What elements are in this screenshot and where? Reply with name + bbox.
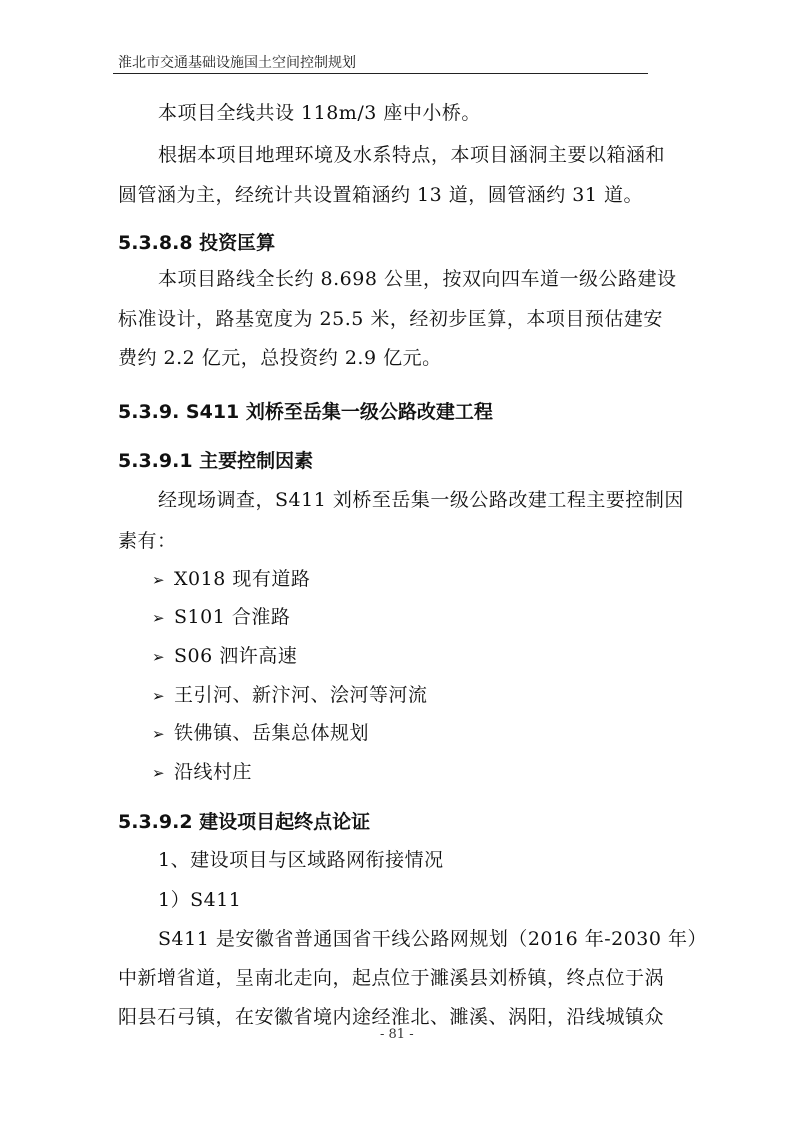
paragraph-investment-line1: 本项目路线全长约 8.698 公里，按双向四车道一级公路建设: [158, 268, 677, 290]
bullet-arrow-icon: ➢: [152, 725, 166, 743]
paragraph-s411-line1: S411 是安徽省普通国省干线公路网规划（2016 年-2030 年）: [158, 928, 708, 950]
bullet-arrow-icon: ➢: [152, 687, 166, 705]
list-item-text: S06 泗许高速: [174, 645, 298, 667]
list-item-text: S101 合淮路: [174, 606, 291, 628]
paragraph-s411-line3: 阳县石弓镇，在安徽省境内途经淮北、濉溪、涡阳，沿线城镇众: [118, 1006, 665, 1028]
list-item: [152, 680, 428, 707]
section-heading-control-factors: 5.3.9.1 主要控制因素: [118, 450, 314, 472]
paragraph-survey-line2: 素有：: [118, 530, 177, 552]
section-heading-investment: 5.3.8.8 投资匡算: [118, 232, 276, 254]
list-item: [152, 602, 290, 629]
list-item: [152, 564, 310, 591]
paragraph-culverts-line1: 根据本项目地理环境及水系特点，本项目涵洞主要以箱涵和: [158, 144, 666, 166]
paragraph-survey-line1: 经现场调查，S411 刘桥至岳集一级公路改建工程主要控制因: [158, 489, 684, 511]
section-heading-s411: 5.3.9. S411 刘桥至岳集一级公路改建工程: [118, 401, 493, 423]
bullet-arrow-icon: ➢: [152, 571, 166, 589]
paragraph-bridges: 本项目全线共设 118m/3 座中小桥。: [158, 102, 481, 124]
paragraph-s411-line2: 中新增省道，呈南北走向，起点位于濉溪县刘桥镇，终点位于涡: [118, 967, 665, 989]
section-heading-endpoints: 5.3.9.2 建设项目起终点论证: [118, 811, 371, 833]
list-item-text: 王引河、新汴河、浍河等河流: [174, 684, 428, 706]
list-item-text: X018 现有道路: [174, 568, 311, 590]
list-item-text: 沿线村庄: [174, 761, 253, 783]
paragraph-culverts-line2: 圆管涵为主，经统计共设置箱涵约 13 道，圆管涵约 31 道。: [118, 184, 644, 206]
bullet-arrow-icon: ➢: [152, 648, 166, 666]
paragraph-investment-line2: 标准设计，路基宽度为 25.5 米，经初步匡算，本项目预估建安: [118, 308, 663, 330]
paragraph-network-title: 1、建设项目与区域路网衔接情况: [158, 849, 444, 871]
page-header-title: 淮北市交通基础设施国土空间控制规划: [118, 55, 356, 71]
header-divider: [113, 73, 648, 74]
paragraph-investment-line3: 费约 2.2 亿元，总投资约 2.9 亿元。: [118, 347, 442, 369]
list-item: [152, 757, 252, 784]
list-item: [152, 641, 297, 668]
paragraph-s411-label: 1）S411: [158, 889, 242, 911]
list-item-text: 铁佛镇、岳集总体规划: [174, 722, 370, 744]
page-number: - 81 -: [380, 1027, 414, 1042]
list-item: [152, 718, 369, 745]
bullet-arrow-icon: ➢: [152, 609, 166, 627]
bullet-arrow-icon: ➢: [152, 764, 166, 782]
